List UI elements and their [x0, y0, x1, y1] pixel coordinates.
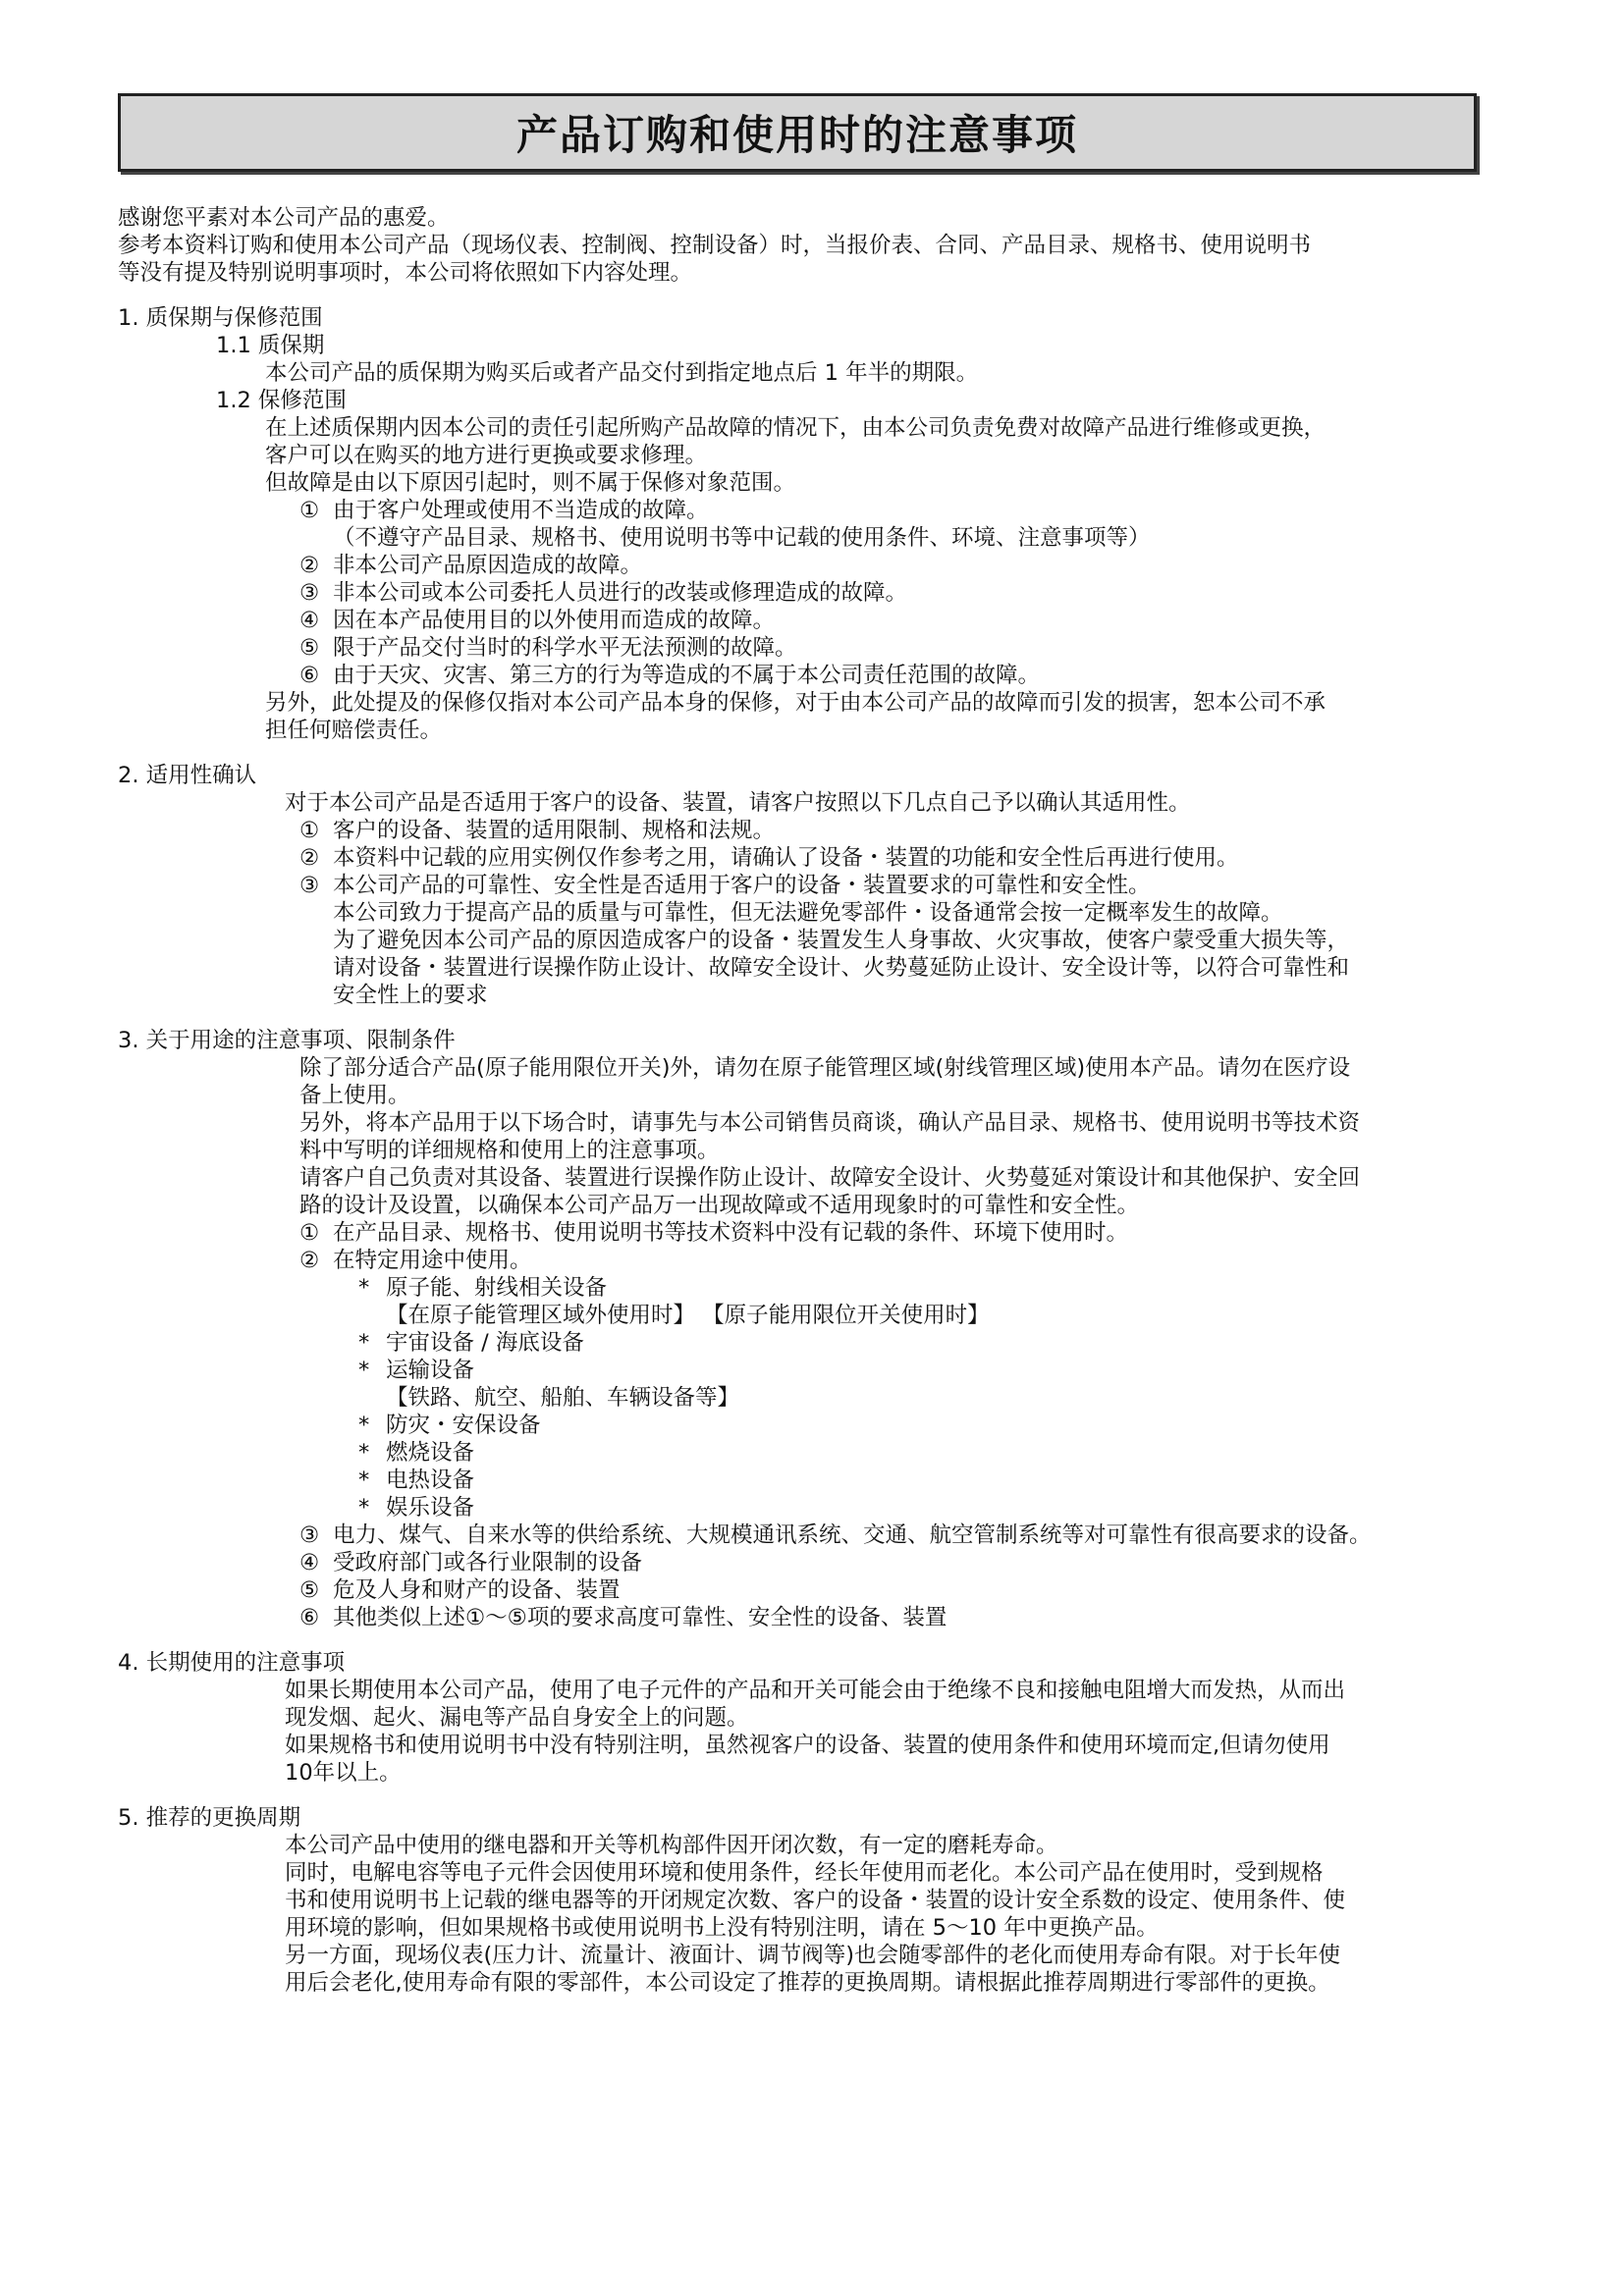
list-item	[118, 817, 1483, 844]
use-item	[118, 1439, 1483, 1467]
item-text: 其他类似上述①～⑤项的要求高度可靠性、安全性的设备、装置	[333, 1605, 947, 1630]
title-box	[118, 93, 1477, 172]
item-text: 由于客户处理或使用不当造成的故障。	[333, 498, 709, 523]
item-text: 限于产品交付当时的科学水平无法预测的故障。	[333, 635, 797, 661]
section-title: 1. 质保期与保修范围	[118, 305, 323, 331]
item-number: ③	[299, 873, 320, 898]
item-text: 在产品目录、规格书、使用说明书等技术资料中没有记载的条件、环境下使用时。	[333, 1220, 1129, 1246]
section-long-term-use	[118, 1649, 1483, 1787]
section-title: 3. 关于用途的注意事项、限制条件	[118, 1028, 456, 1053]
bullet-star: *	[358, 1413, 370, 1438]
use-item	[118, 1494, 1483, 1522]
list-item	[118, 1549, 1483, 1576]
use-item	[118, 1274, 1483, 1302]
item-text: 危及人身和财产的设备、装置	[333, 1577, 621, 1603]
item-number: ①	[299, 1220, 320, 1246]
paragraph-line: 同时，电解电容等电子元件会因使用环境和使用条件，经长年使用而老化。本公司产品在使用时，受到规格	[285, 1860, 1324, 1886]
use-note: 【铁路、航空、船舶、车辆设备等】	[386, 1385, 740, 1411]
section-title: 2. 适用性确认	[118, 763, 257, 788]
item-text: 非本公司或本公司委托人员进行的改装或修理造成的故障。	[333, 580, 908, 606]
item-number: ③	[299, 580, 320, 606]
intro	[118, 204, 1483, 287]
use-text: 燃烧设备	[386, 1440, 475, 1466]
use-note: 【在原子能管理区域外使用时】 【原子能用限位开关使用时】	[386, 1303, 990, 1328]
paragraph-line: 现发烟、起火、漏电等产品自身安全上的问题。	[285, 1705, 749, 1731]
paragraph-line: 本公司产品的质保期为购买后或者产品交付到指定地点后 1 年半的期限。	[265, 360, 979, 386]
list-item	[118, 662, 1483, 689]
section-usage-restrictions	[118, 1027, 1483, 1631]
bullet-star: *	[358, 1330, 370, 1356]
list-item	[118, 1522, 1483, 1549]
item-text: 本公司产品的可靠性、安全性是否适用于客户的设备・装置要求的可靠性和安全性。	[333, 873, 1151, 898]
item-note: 安全性上的要求	[333, 983, 488, 1008]
list-item	[118, 872, 1483, 1009]
section-suitability	[118, 762, 1483, 1009]
subsection-title: 1.1 质保期	[216, 333, 325, 358]
item-text: 非本公司产品原因造成的故障。	[333, 553, 643, 578]
item-text: 本资料中记载的应用实例仅作参考之用，请确认了设备・装置的功能和安全性后再进行使用。	[333, 845, 1239, 871]
item-number: ①	[299, 498, 320, 523]
item-text: 因在本产品使用目的以外使用而造成的故障。	[333, 608, 776, 633]
paragraph-line: 料中写明的详细规格和使用上的注意事项。	[299, 1138, 720, 1163]
paragraph-line: 客户可以在购买的地方进行更换或要求修理。	[265, 443, 708, 468]
intro-line: 参考本资料订购和使用本公司产品（现场仪表、控制阀、控制设备）时，当报价表、合同、产品目录、规格书、使用说明书	[118, 233, 1312, 258]
item-number: ⑥	[299, 663, 320, 688]
item-number: ⑤	[299, 635, 320, 661]
paragraph-line: 书和使用说明书上记载的继电器等的开闭规定次数、客户的设备・装置的设计安全系数的设定、使用条件、使	[285, 1888, 1346, 1913]
item-text: 在特定用途中使用。	[333, 1248, 532, 1273]
paragraph-line: 对于本公司产品是否适用于客户的设备、装置，请客户按照以下几点自己予以确认其适用性。	[285, 790, 1191, 816]
paragraph-line: 用环境的影响，但如果规格书或使用说明书上没有特别注明，请在 5～10 年中更换产品。	[285, 1915, 1159, 1941]
item-number: ③	[299, 1522, 320, 1548]
bullet-star: *	[358, 1468, 370, 1493]
bullet-star: *	[358, 1275, 370, 1301]
paragraph-line: 本公司产品中使用的继电器和开关等机构部件因开闭次数，有一定的磨耗寿命。	[285, 1833, 1058, 1858]
item-number: ②	[299, 553, 320, 578]
bullet-star: *	[358, 1440, 370, 1466]
list-item	[118, 497, 1483, 552]
paragraph-line: 备上使用。	[299, 1083, 410, 1108]
paragraph-line: 另一方面，现场仪表(压力计、流量计、液面计、调节阀等)也会随零部件的老化而使用寿命有限。对于长年使	[285, 1943, 1341, 1968]
use-text: 运输设备	[386, 1358, 475, 1383]
document-body	[118, 204, 1483, 1997]
item-text: 客户的设备、装置的适用限制、规格和法规。	[333, 818, 776, 843]
list-item	[118, 552, 1483, 579]
paragraph-line: 在上述质保期内因本公司的责任引起所购产品故障的情况下，由本公司负责免费对故障产品进行维修或更换，	[265, 415, 1326, 441]
item-number: ①	[299, 818, 320, 843]
list-item	[118, 579, 1483, 607]
use-text: 宇宙设备 / 海底设备	[386, 1330, 584, 1356]
list-item	[118, 634, 1483, 662]
use-text: 娱乐设备	[386, 1495, 475, 1521]
use-text: 原子能、射线相关设备	[386, 1275, 608, 1301]
use-item	[118, 1329, 1483, 1357]
paragraph-line: 请客户自己负责对其设备、装置进行误操作防止设计、故障安全设计、火势蔓延对策设计和其他保护、安全回	[299, 1165, 1361, 1191]
list-item	[118, 1219, 1483, 1247]
bullet-star: *	[358, 1358, 370, 1383]
section-replacement-cycle	[118, 1804, 1483, 1997]
item-text: 电力、煤气、自来水等的供给系统、大规模通讯系统、交通、航空管制系统等对可靠性有很高要求的设备。	[333, 1522, 1372, 1548]
item-number: ④	[299, 608, 320, 633]
item-note: 本公司致力于提高产品的质量与可靠性，但无法避免零部件・设备通常会按一定概率发生的故障。	[333, 900, 1283, 926]
list-item	[118, 1576, 1483, 1604]
item-number: ②	[299, 845, 320, 871]
section-warranty	[118, 304, 1483, 744]
list-item	[118, 1604, 1483, 1631]
paragraph-line: 10年以上。	[285, 1760, 402, 1786]
item-number: ⑥	[299, 1605, 320, 1630]
item-note: 请对设备・装置进行误操作防止设计、故障安全设计、火势蔓延防止设计、安全设计等，以符合可靠性和	[333, 955, 1350, 981]
paragraph-line: 担任何赔偿责任。	[265, 718, 443, 743]
item-number: ⑤	[299, 1577, 320, 1603]
bullet-star: *	[358, 1495, 370, 1521]
list-item	[118, 607, 1483, 634]
page-title: 产品订购和使用时的注意事项	[515, 111, 1078, 159]
list-item	[118, 844, 1483, 872]
use-item	[118, 1412, 1483, 1439]
intro-line: 等没有提及特别说明事项时，本公司将依照如下内容处理。	[118, 260, 693, 286]
paragraph-line: 路的设计及设置，以确保本公司产品万一出现故障或不适用现象时的可靠性和安全性。	[299, 1193, 1140, 1218]
paragraph-line: 如果规格书和使用说明书中没有特别注明，虽然视客户的设备、装置的使用条件和使用环境而定,但请勿使用	[285, 1733, 1330, 1758]
subsection-title: 1.2 保修范围	[216, 388, 347, 413]
item-text: 由于天灾、灾害、第三方的行为等造成的不属于本公司责任范围的故障。	[333, 663, 1041, 688]
item-note: 为了避免因本公司产品的原因造成客户的设备・装置发生人身事故、火灾事故，使客户蒙受重大损失等，	[333, 928, 1350, 953]
use-text: 电热设备	[386, 1468, 475, 1493]
section-title: 5. 推荐的更换周期	[118, 1805, 301, 1831]
intro-line: 感谢您平素对本公司产品的惠爱。	[118, 205, 450, 231]
section-title: 4. 长期使用的注意事项	[118, 1650, 346, 1676]
item-number: ④	[299, 1550, 320, 1575]
paragraph-line: 但故障是由以下原因引起时，则不属于保修对象范围。	[265, 470, 796, 496]
use-item	[118, 1357, 1483, 1384]
use-text: 防灾・安保设备	[386, 1413, 541, 1438]
paragraph-line: 另外，此处提及的保修仅指对本公司产品本身的保修，对于由本公司产品的故障而引发的损害，恕本公司不承	[265, 690, 1326, 716]
paragraph-line: 除了部分适合产品(原子能用限位开关)外，请勿在原子能管理区域(射线管理区域)使用本产品。请勿在医疗设	[299, 1055, 1351, 1081]
paragraph-line: 用后会老化,使用寿命有限的零部件，本公司设定了推荐的更换周期。请根据此推荐周期进行零部件的更换。	[285, 1970, 1330, 1996]
use-item	[118, 1467, 1483, 1494]
list-item	[118, 1247, 1483, 1274]
item-text: 受政府部门或各行业限制的设备	[333, 1550, 643, 1575]
item-number: ②	[299, 1248, 320, 1273]
paragraph-line: 如果长期使用本公司产品，使用了电子元件的产品和开关可能会由于绝缘不良和接触电阻增大而发热，从而出	[285, 1678, 1346, 1703]
paragraph-line: 另外，将本产品用于以下场合时，请事先与本公司销售员商谈，确认产品目录、规格书、使用说明书等技术资	[299, 1110, 1361, 1136]
item-note: （不遵守产品目录、规格书、使用说明书等中记载的使用条件、环境、注意事项等）	[333, 525, 1151, 551]
